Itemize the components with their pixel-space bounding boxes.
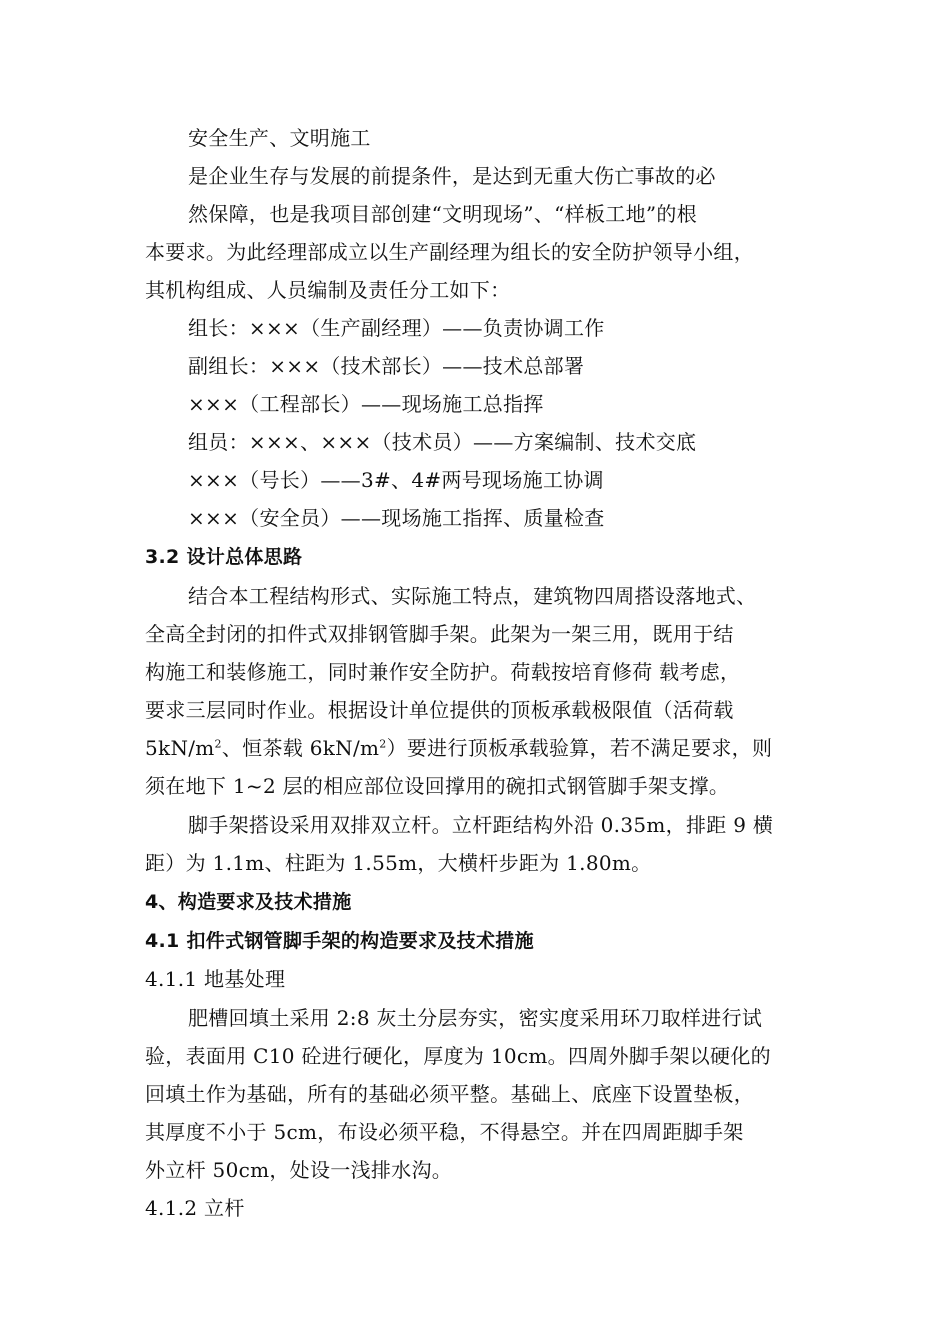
role-line: 组员：×××、×××（技术员）——方案编制、技术交底 (188, 430, 697, 454)
item-4-1-2-title: 4.1.2 立杆 (145, 1196, 245, 1220)
intro-paragraph-line: 然保障，也是我项目部创建“文明现场”、“样板工地”的根 (188, 202, 697, 226)
scaffold-paragraph-line: 距）为 1.1m、柱距为 1.55m，大横杆步距为 1.80m。 (145, 851, 652, 875)
intro-paragraph-line: 其机构组成、人员编制及责任分工如下： (145, 278, 511, 302)
superscript: 2 (379, 737, 387, 751)
role-line: 组长：×××（生产副经理）——负责协调工作 (188, 316, 605, 340)
role-line: 副组长：×××（技术部长）——技术总部署 (188, 354, 585, 378)
design-paragraph-line: 全高全封闭的扣件式双排钢管脚手架。此架为一架三用，既用于结 (145, 622, 734, 646)
foundation-paragraph-line: 外立杆 50cm，处设一浅排水沟。 (145, 1158, 453, 1182)
intro-paragraph-line: 本要求。为此经理部成立以生产副经理为组长的安全防护领导小组， (145, 240, 754, 264)
foundation-paragraph-line: 肥槽回填土采用 2:8 灰土分层夯实，密实度采用环刀取样进行试 (188, 1006, 763, 1030)
live-load-value: 5kN/m (145, 736, 215, 760)
intro-paragraph-line: 是企业生存与发展的前提条件，是达到无重大伤亡事故的必 (188, 164, 716, 188)
role-line: ×××（工程部长）——现场施工总指挥 (188, 392, 544, 416)
design-paragraph-line: 结合本工程结构形式、实际施工特点，建筑物四周搭设落地式、 (188, 584, 757, 608)
foundation-paragraph-line: 回填土作为基础，所有的基础必须平整。基础上、底座下设置垫板， (145, 1082, 754, 1106)
load-line-text: ）要进行顶板承载验算，若不满足要求，则 (386, 736, 773, 760)
section-4-heading: 4、构造要求及技术措施 (145, 891, 352, 913)
load-values-line (145, 734, 835, 762)
design-paragraph-line: 要求三层同时作业。根据设计单位提供的顶板承载极限值（活荷载 (145, 698, 734, 722)
item-4-1-1-title: 4.1.1 地基处理 (145, 967, 286, 991)
section-4-1-heading: 4.1 扣件式钢管脚手架的构造要求及技术措施 (145, 930, 534, 952)
dead-load-value: 、恒茶载 6kN/m (221, 736, 380, 760)
foundation-paragraph-line: 验，表面用 C10 砼进行硬化，厚度为 10cm。四周外脚手架以硬化的 (145, 1044, 771, 1068)
foundation-paragraph-line: 其厚度不小于 5cm，布设必须平稳，不得悬空。并在四周距脚手架 (145, 1120, 744, 1144)
design-paragraph-line: 构施工和装修施工，同时兼作安全防护。荷载按培育修荷 载考虑， (145, 660, 741, 684)
role-line: ×××（号长）——3#、4#两号现场施工协调 (188, 468, 604, 492)
superscript: 2 (214, 737, 222, 751)
section-intro-title: 安全生产、文明施工 (188, 126, 371, 150)
scaffold-paragraph-line: 脚手架搭设采用双排双立杆。立杆距结构外沿 0.35m，排距 9 横 (188, 813, 774, 837)
role-line: ×××（安全员）——现场施工指挥、质量检查 (188, 506, 605, 530)
design-paragraph-line: 须在地下 1~2 层的相应部位设回撑用的碗扣式钢管脚手架支撑。 (145, 774, 730, 798)
section-3-2-heading: 3.2 设计总体思路 (145, 546, 303, 568)
